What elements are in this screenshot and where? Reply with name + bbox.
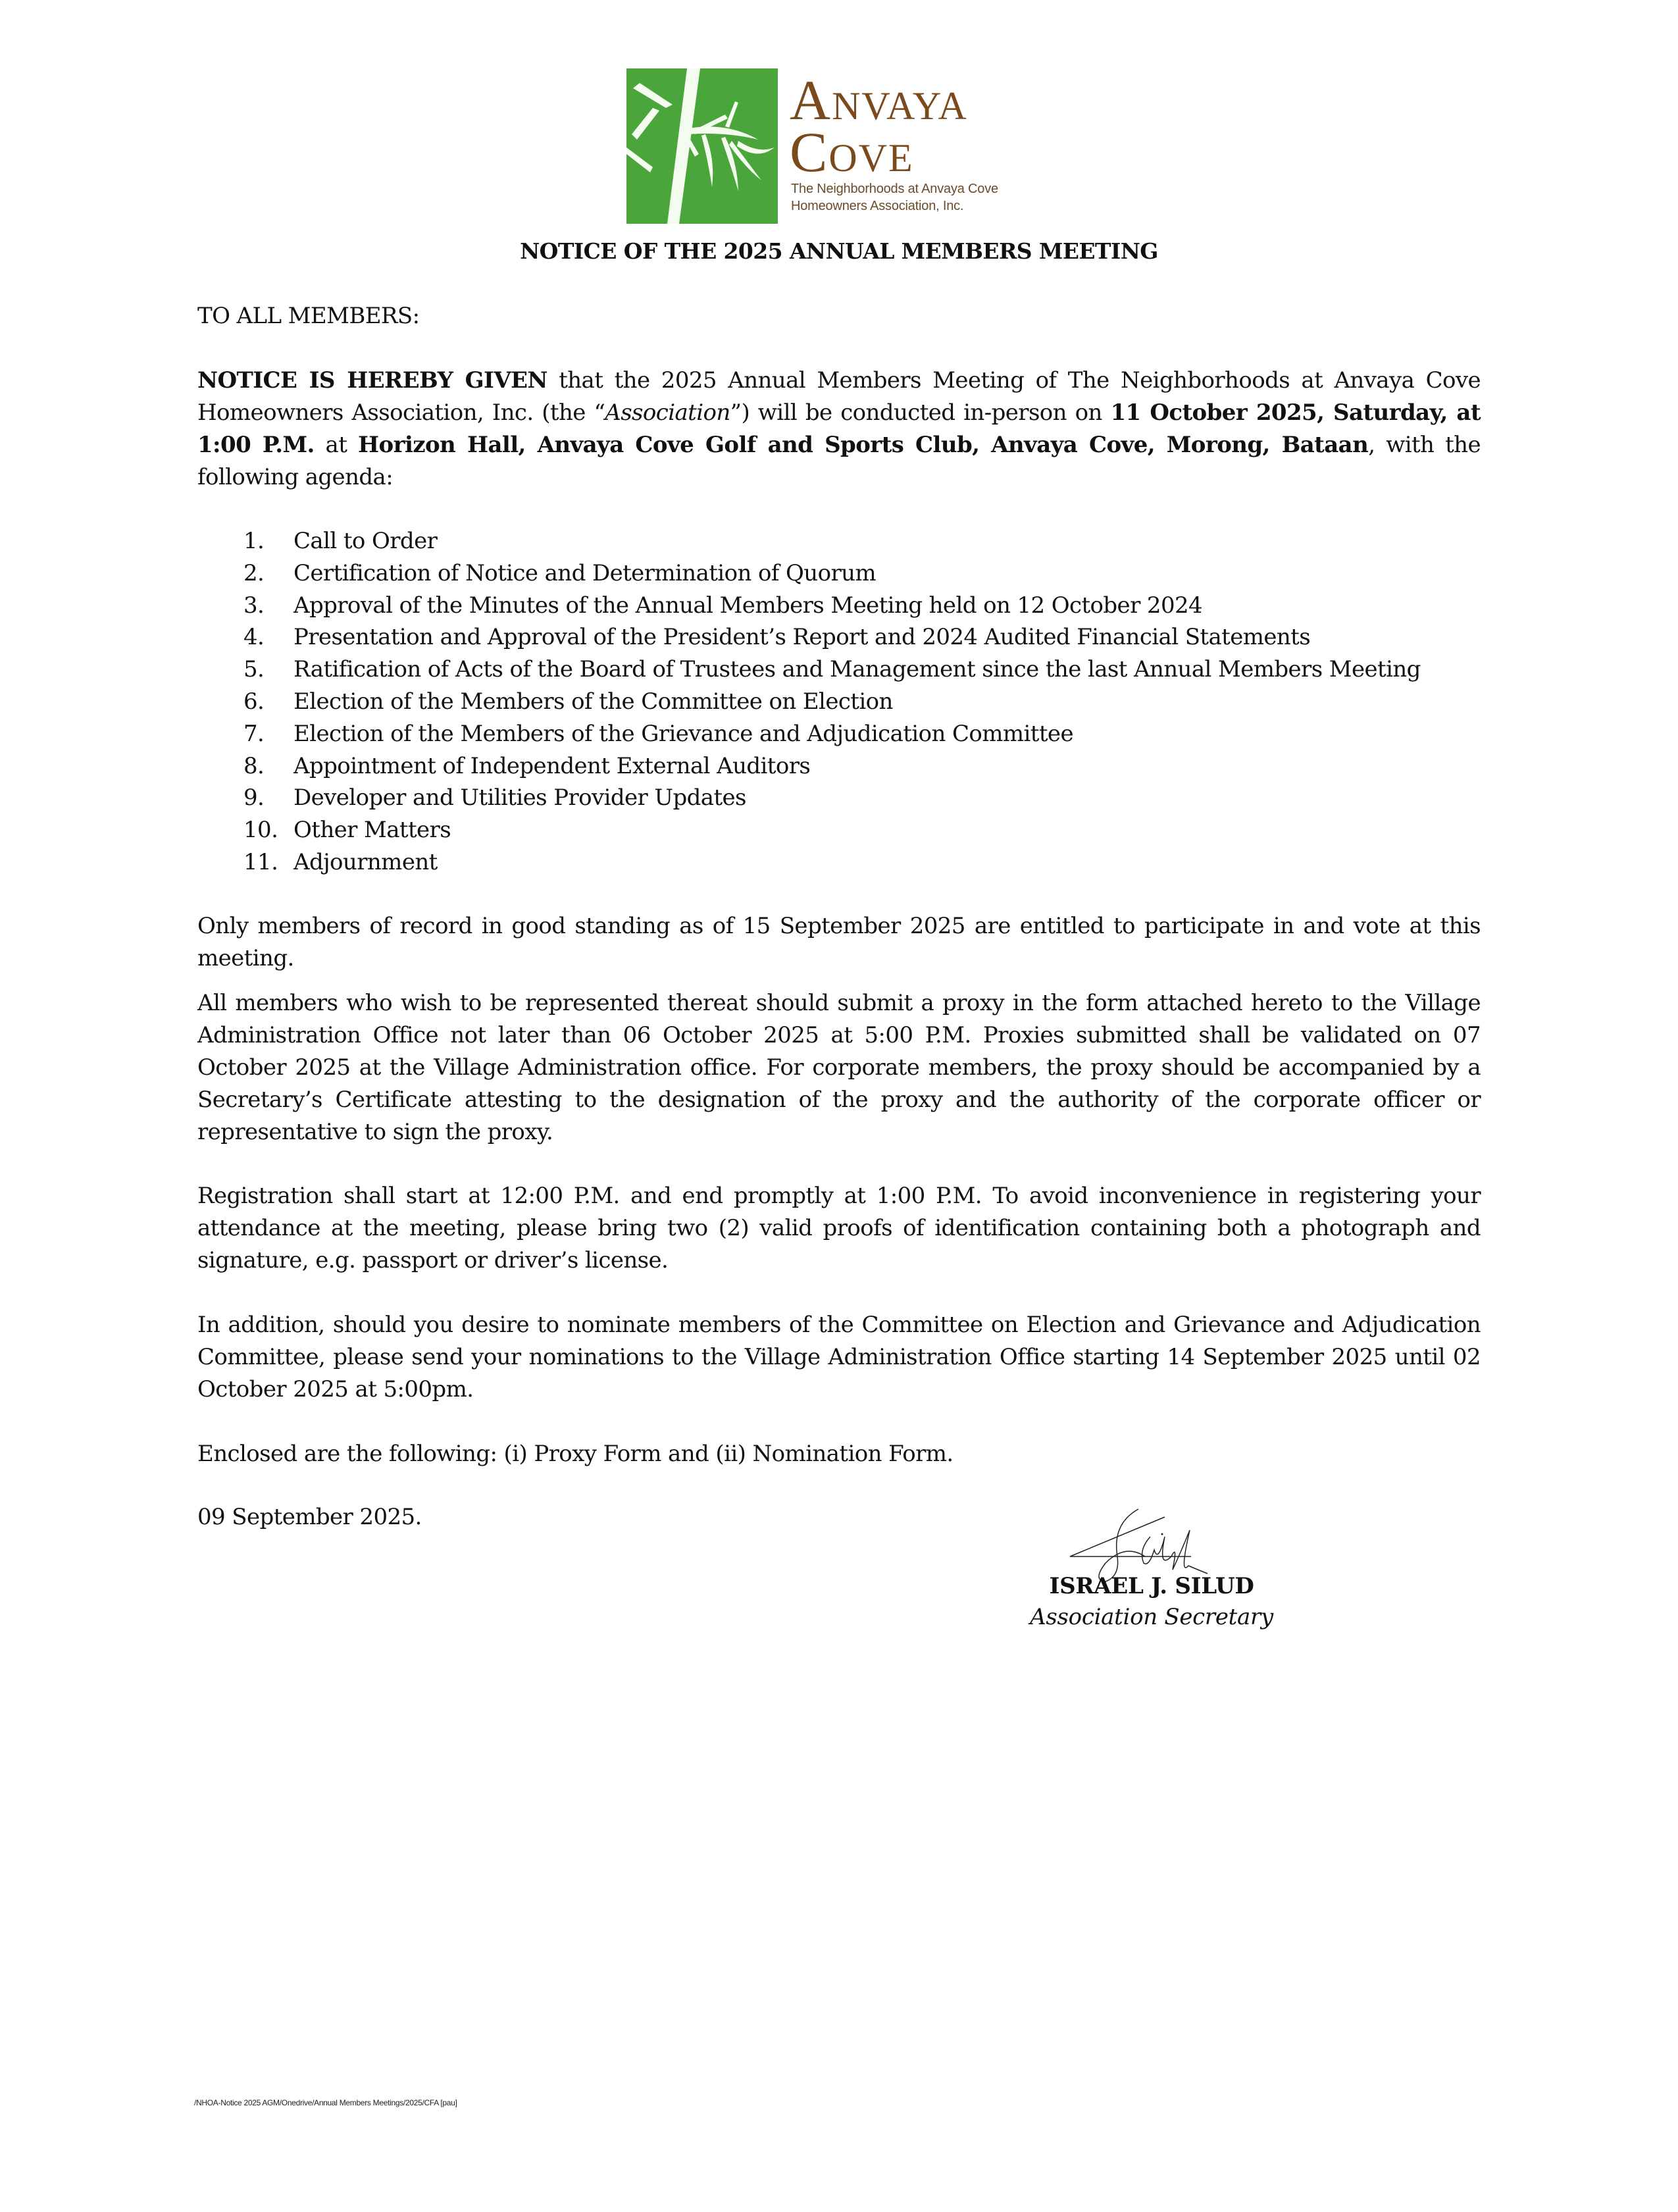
logo-line-2: Cove bbox=[790, 120, 914, 184]
anvaya-cove-logo bbox=[626, 68, 1048, 226]
agenda-number: 1. bbox=[243, 528, 265, 554]
agenda-item bbox=[197, 686, 1481, 718]
agenda-number: 10. bbox=[243, 817, 278, 844]
agenda-number: 3. bbox=[243, 592, 265, 619]
signature-icon bbox=[1066, 1497, 1224, 1583]
agenda-item bbox=[197, 782, 1481, 814]
agenda-number: 8. bbox=[243, 752, 265, 779]
agenda-text: Election of the Members of the Grievance and Adjudication Committee bbox=[293, 720, 1073, 747]
agenda-number: 9. bbox=[243, 784, 265, 811]
nomination-paragraph: In addition, should you desire to nominate members of the Committee on Election and Grievance and Adjudication Committee, please send your nominations to the Village Administration Office starting 14 September 2025 until 02 October 2025 at 5:00pm. bbox=[197, 1312, 1481, 1402]
agenda-list bbox=[197, 525, 1481, 879]
meeting-datetime: 11 October 2025, Saturday, at 1:00 P.M. bbox=[197, 399, 1481, 458]
agenda-item bbox=[197, 814, 1481, 846]
intro-text-3: at bbox=[314, 432, 359, 458]
agenda-number: 4. bbox=[243, 624, 265, 651]
agenda-number: 5. bbox=[243, 656, 265, 683]
agenda-text: Ratification of Acts of the Board of Trustees and Management since the last Annual Members Meeting bbox=[293, 656, 1421, 683]
agenda-number: 6. bbox=[243, 688, 265, 715]
bamboo-icon bbox=[626, 68, 778, 224]
meeting-venue: Horizon Hall, Anvaya Cove Golf and Sports Club, Anvaya Cove, Morong, Bataan bbox=[358, 432, 1369, 458]
record-date-paragraph: Only members of record in good standing as of 15 September 2025 are entitled to participate in and vote at this meeting. bbox=[197, 913, 1481, 971]
agenda-item bbox=[197, 846, 1481, 879]
agenda-text: Developer and Utilities Provider Updates bbox=[293, 784, 746, 811]
agenda-item bbox=[197, 621, 1481, 654]
notice-lead: NOTICE IS HEREBY GIVEN bbox=[197, 367, 547, 394]
association-term: Association bbox=[605, 399, 730, 426]
agenda-text: Other Matters bbox=[293, 817, 451, 844]
agenda-number: 2. bbox=[243, 559, 265, 586]
agenda-text: Call to Order bbox=[293, 528, 438, 554]
agenda-text: Election of the Members of the Committee on Election bbox=[293, 688, 893, 715]
document-date: 09 September 2025. bbox=[197, 1504, 422, 1530]
logo-wordmark bbox=[790, 68, 968, 184]
agenda-text: Certification of Notice and Determination of Quorum bbox=[293, 559, 877, 586]
intro-text-1: that the 2025 Annual Members Meeting of The Neighborhoods at Anvaya Cove Homeowners Association, Inc. (the “ bbox=[197, 367, 1481, 426]
agenda-text: Appointment of Independent External Auditors bbox=[293, 752, 811, 779]
document-title: NOTICE OF THE 2025 ANNUAL MEMBERS MEETING bbox=[520, 238, 1158, 264]
file-path-footer: /NHOA-Notice 2025 AGM/Onedrive/Annual Members Meetings/2025/CFA [pau] bbox=[194, 2098, 457, 2107]
proxy-paragraph: All members who wish to be represented thereat should submit a proxy in the form attached hereto to the Village Administration Office not later than 06 October 2025 at 5:00 P.M. Proxies submitted shall be validated on 07 October 2025 at the Village Administration office. For corporate members, the proxy should be accompanied by a Secretary’s Certificate attesting to the designation of the proxy and the authority of the corporate officer or representative to sign the proxy. bbox=[197, 990, 1481, 1145]
signature-block bbox=[1013, 1497, 1290, 1642]
agenda-number: 7. bbox=[243, 720, 265, 747]
agenda-text: Presentation and Approval of the President’s Report and 2024 Audited Financial Statements bbox=[293, 624, 1311, 651]
agenda-item bbox=[197, 654, 1481, 686]
logo-line-1: Anvaya bbox=[790, 68, 968, 132]
intro-paragraph bbox=[197, 365, 1481, 494]
agenda-number: 11. bbox=[243, 848, 278, 875]
agenda-item bbox=[197, 557, 1481, 590]
agenda-text: Adjournment bbox=[293, 848, 438, 875]
agenda-text: Approval of the Minutes of the Annual Members Meeting held on 12 October 2024 bbox=[293, 592, 1203, 619]
intro-text-2: ”) will be conducted in-person on bbox=[730, 399, 1111, 426]
enclosures-paragraph: Enclosed are the following: (i) Proxy Form and (ii) Nomination Form. bbox=[197, 1441, 953, 1467]
logo-subtitle-line-1: The Neighborhoods at Anvaya Cove bbox=[791, 182, 998, 196]
salutation: TO ALL MEMBERS: bbox=[197, 303, 420, 329]
logo-subtitle bbox=[791, 180, 998, 215]
signatory-role: Association Secretary bbox=[1030, 1604, 1273, 1630]
agenda-item bbox=[197, 590, 1481, 622]
agenda-item bbox=[197, 750, 1481, 783]
agenda-item bbox=[197, 525, 1481, 557]
intro-text-4: , with the following agenda: bbox=[197, 432, 1481, 490]
registration-paragraph: Registration shall start at 12:00 P.M. and end promptly at 1:00 P.M. To avoid inconvenience in registering your attendance at the meeting, please bring two (2) valid proofs of identification containing both a photograph and signature, e.g. passport or driver’s license. bbox=[197, 1183, 1481, 1273]
agenda-item bbox=[197, 718, 1481, 750]
signatory-name: ISRAEL J. SILUD bbox=[1049, 1573, 1254, 1599]
logo-subtitle-line-2: Homeowners Association, Inc. bbox=[791, 199, 964, 213]
